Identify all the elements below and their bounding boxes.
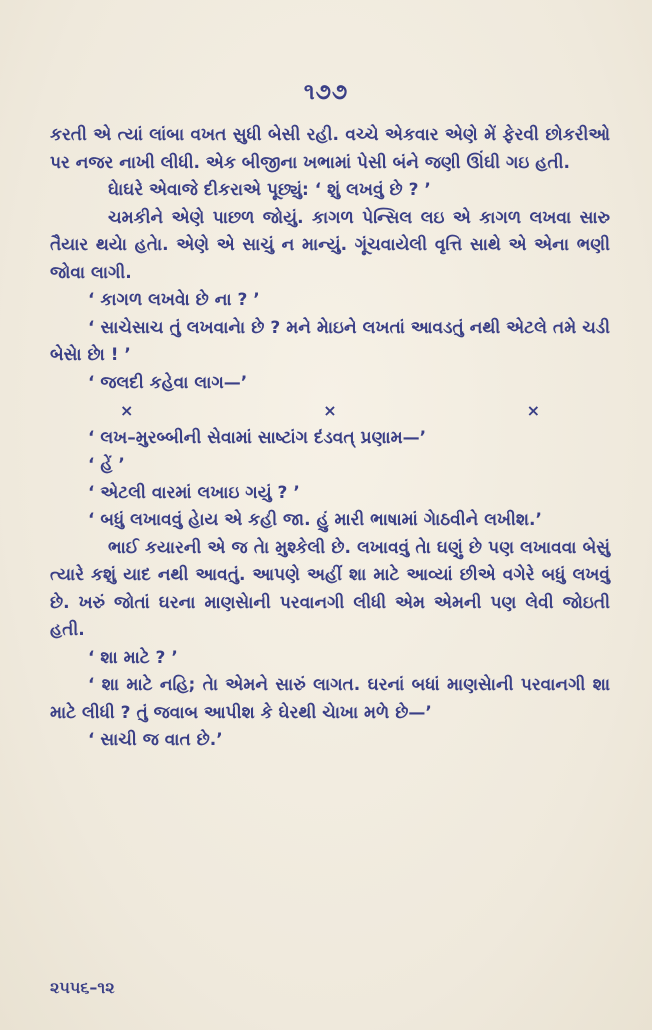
dialogue-paragraph: ‘ હેં ’: [88, 455, 125, 475]
narrative-paragraph: કરતી એ ત્યાં લાંબા વખત સુધી બેસી રહી. વચ્ચે એકવાર એણે મેં ફેરવી છોકરીઓ પર નજર નાખી લીધી. એક બીજીના ખભામાં પેસી બંને જણી ઊંઘી ગઇ હતી.: [50, 125, 610, 173]
dialogue-paragraph: ‘ બધું લખાવવું હેાય એ કહી જા. હું મારી ભાષામાં ગેાઠવીને લખીશ.’: [88, 510, 542, 530]
narrative-paragraph: ઘેાઘરે એવાજે દીકરાએ પૂછ્યું: ‘ શું લખવું છે ? ’: [108, 180, 431, 200]
dialogue-paragraph: ‘ શા માટે ? ’: [88, 647, 178, 668]
narrative-paragraph: ચમકીને એણે પાછળ જોયું. કાગળ પેન્સિલ લઇ એ કાગળ લખવા સારુ તૈયાર થયેા હતેા. એણે એ સાચું ન માન્યું. ગૂંચવાયેલી વૃત્તિ સાથે એ એના ભણી જોવા લાગી.: [50, 207, 610, 283]
separator-mark: ×: [323, 401, 337, 420]
separator-mark: ×: [526, 401, 540, 420]
dialogue-paragraph: ‘ એટલી વારમાં લખાઇ ગયું ? ’: [88, 482, 300, 503]
dialogue-paragraph: ‘ કાગળ લખવેા છે ના ? ’: [88, 290, 260, 310]
printer-signature-mark: ૨૫૫૬–૧૨: [50, 978, 115, 997]
separator-mark: ×: [120, 401, 134, 420]
dialogue-paragraph: ‘ લખ–મુરબ્બીની સેવામાં સાષ્ટાંગ દંડવત્ પ્રણામ—’: [88, 427, 427, 448]
narrative-paragraph: ભાઈ કયારની એ જ તેા મુશ્કેલી છે. લખાવવું તેા ઘણું છે પણ લખાવવા બેસું ત્યારે કશું યાદ નથી આવતું. આપણે અહીં શા માટે આવ્યાં છીએ વગેરે બધું લખવું છે. ખરું જોતાં ઘરના માણસેાની પરવાનગી લીધી એમ એમની પણ લેવી જોઇતી હતી.: [50, 537, 610, 640]
dialogue-paragraph: ‘ શા માટે નહિ; તેા એમને સારું લાગત. ઘરનાં બધાં માણસેાની પરવાનગી શા માટે લીધી ? તું જવાબ આપીશ કે ઘેરથી ચેાખા મળે છે—’: [50, 675, 610, 723]
page-number: ૧૭૭: [303, 80, 349, 105]
section-separator: [50, 397, 610, 425]
body-text: [50, 122, 610, 755]
dialogue-paragraph: ‘ સાચી જ વાત છે.’: [88, 730, 223, 750]
dialogue-paragraph: ‘ જલદી કહેવા લાગ—’: [88, 372, 248, 393]
dialogue-paragraph: ‘ સાચેસાચ તું લખવાનેા છે ? મને મેાઇને લખતાં આવડતું નથી એટલે તમે ચડી બેસેા છેા ! ’: [50, 317, 610, 365]
